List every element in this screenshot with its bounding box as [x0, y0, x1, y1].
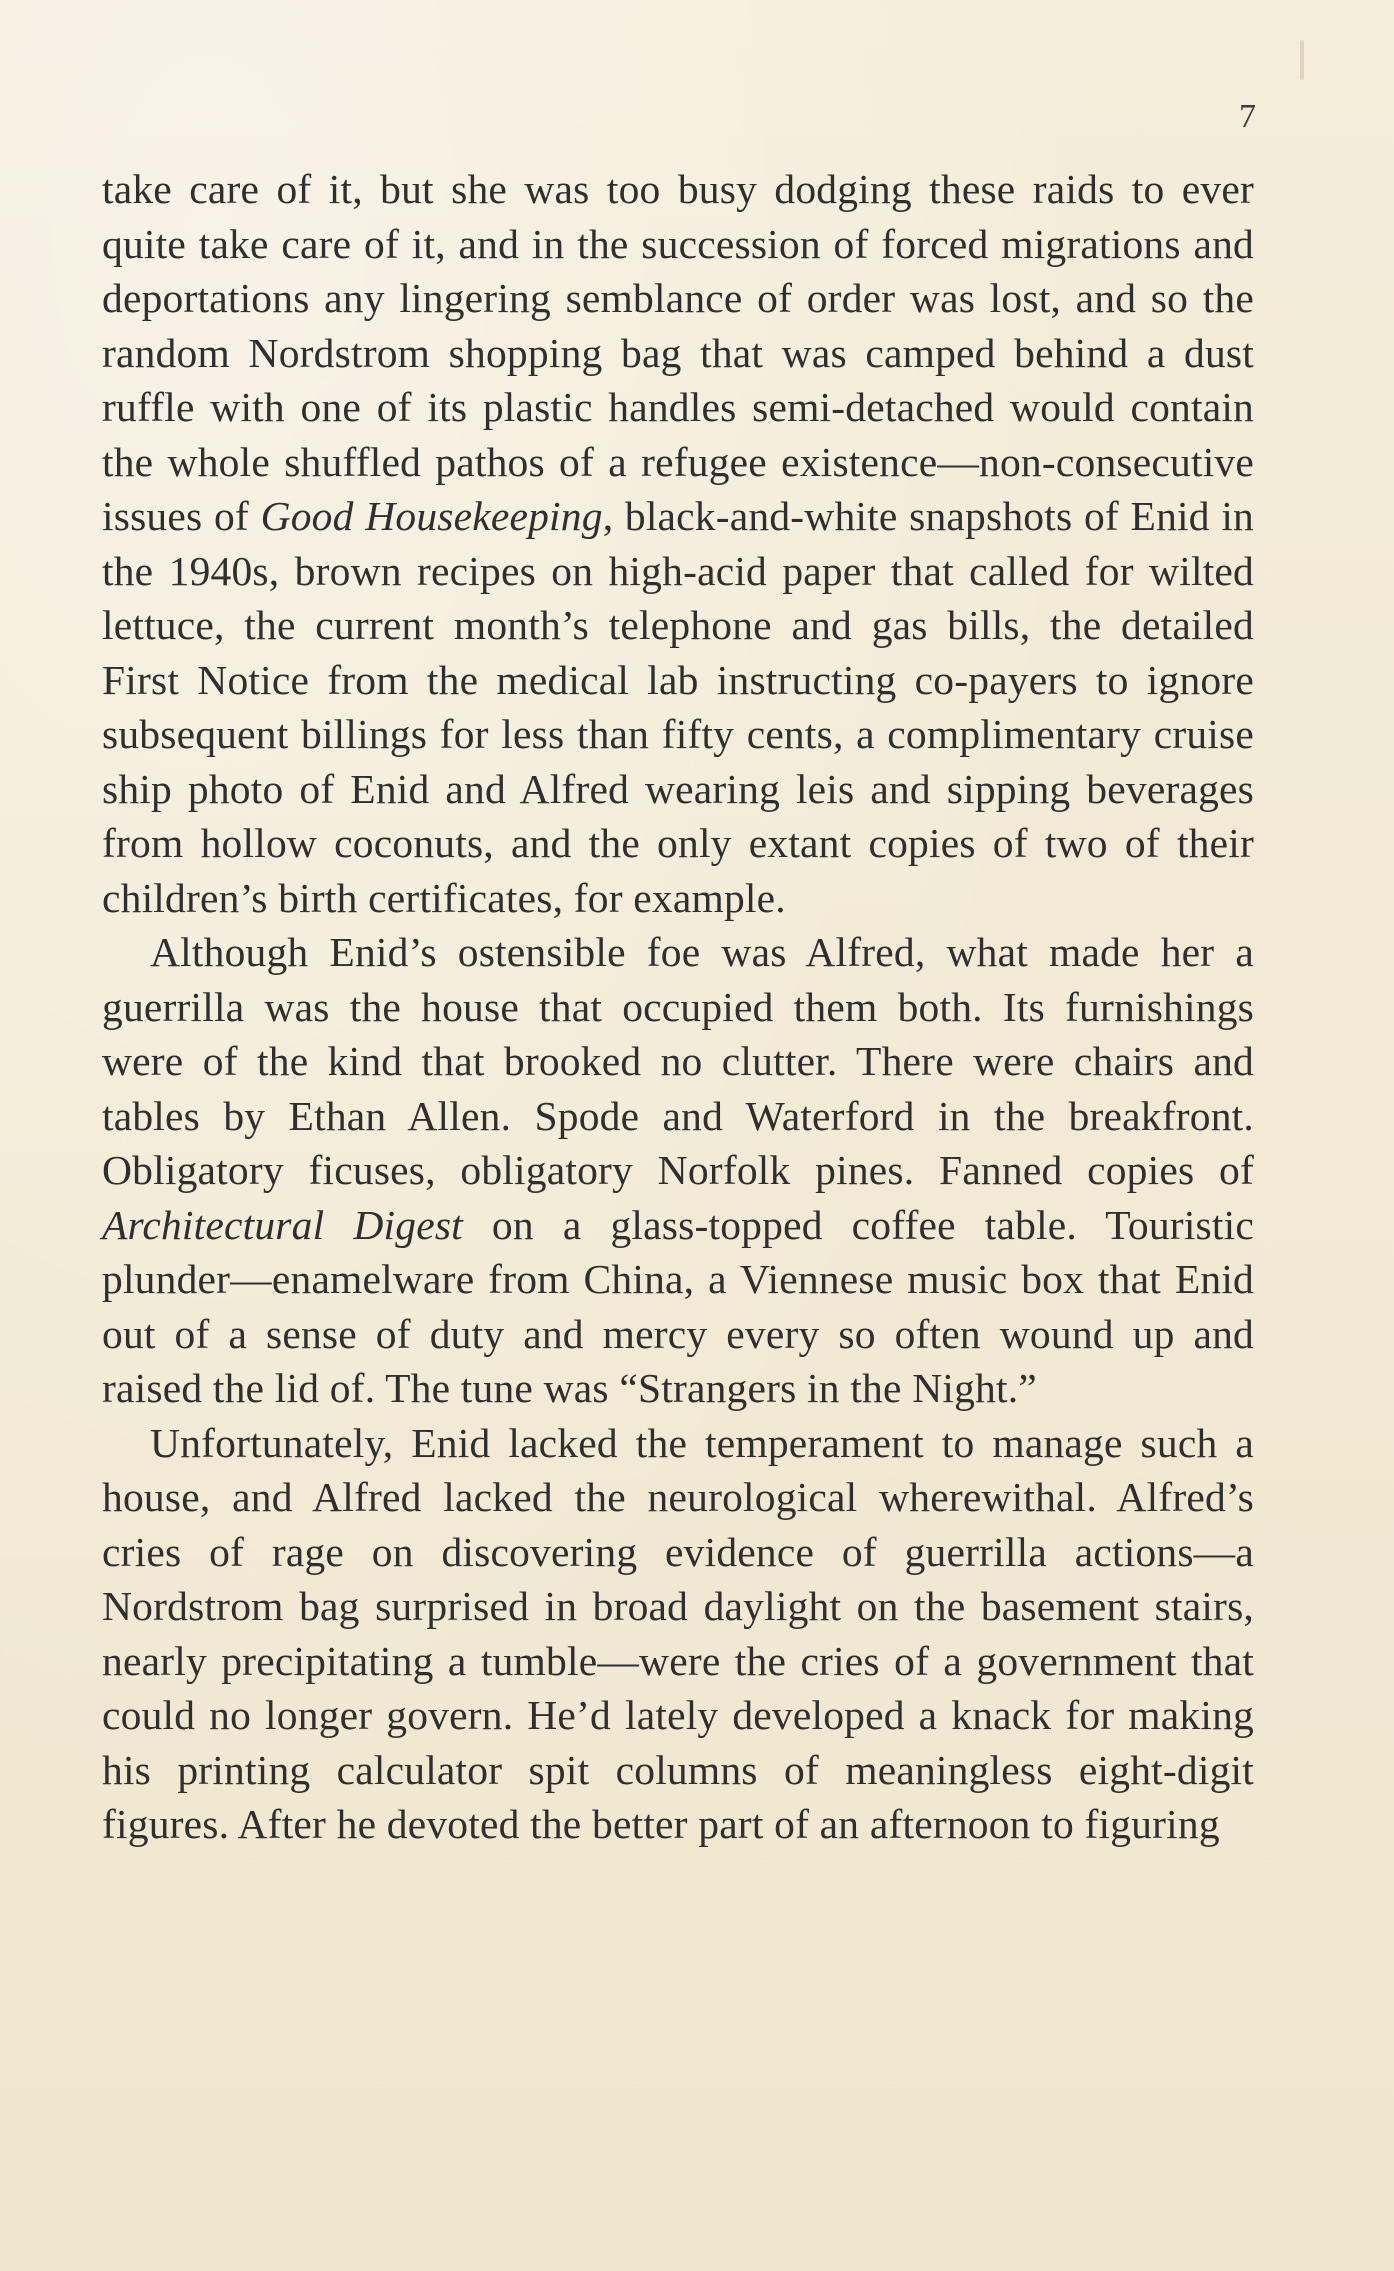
paragraph-2-segment-3: on a glass-topped coffee table. Touristic plunder—enamelware from China, a Viennese music box that Enid out of a sense of duty and mercy every so often wound up and raised the lid of. The tune was “Strangers in the Night.” — [102, 1201, 1254, 1411]
paragraph-1-segment-3: , black-and-white snapshots of Enid in the 1940s, brown recipes on high-acid paper that called for wilted lettuce, the current month’s telephone and gas bills, the detailed First Notice from the medical lab instructing co-payers to ignore subsequent billings for less than fifty cents, a complimentary cruise ship photo of Enid and Alfred wearing leis and sipping beverages from hollow coconuts, and the only extant copies of two of their children’s birth certificates, for example. — [102, 493, 1255, 921]
page-number: 7 — [1239, 98, 1256, 135]
paragraph-2-segment-1: Although Enid’s ostensible foe was Alfred, what made her a guerrilla was the house that occupied them both. Its furnishings were of the kind that brooked no clutter. There were chairs and tables by Ethan Allen. Spode and Waterford in the breakfront. Obligatory ficuses, obligatory Norfolk pines. Fanned copies of — [102, 929, 1254, 1193]
paragraph-1-italic-title: Good Housekeeping — [260, 493, 603, 539]
paragraph-3-segment-1: Unfortunately, Enid lacked the temperament to manage such a house, and Alfred lacked the neurological wherewithal. Alfred’s cries of rage on discovering evidence of guerrilla actions—a Nordstrom bag surprised in broad daylight on the basement stairs, nearly precipitating a tumble—were the cries of a government that could no longer govern. He’d lately developed a knack for making his printing calculator spit columns of meaningless eight-digit figures. After he devoted the better part of an afternoon to figuring — [102, 1419, 1254, 1847]
paragraph-1 — [102, 162, 1254, 925]
paragraph-1-segment-1: take care of it, but she was too busy dodging these raids to ever quite take care of it, and in the succession of forced migrations and deportations any lingering semblance of order was lost, and so the random Nordstrom shopping bag that was camped behind a dust ruffle with one of its plastic handles semi-detached would contain the whole shuffled pathos of a refugee existence—non-consecutive issues of — [102, 166, 1254, 539]
body-text — [102, 162, 1254, 1852]
paragraph-2 — [102, 925, 1254, 1416]
paper-mark — [1300, 40, 1304, 80]
paragraph-3 — [102, 1416, 1254, 1852]
paragraph-2-italic-title: Architectural Digest — [102, 1201, 463, 1248]
